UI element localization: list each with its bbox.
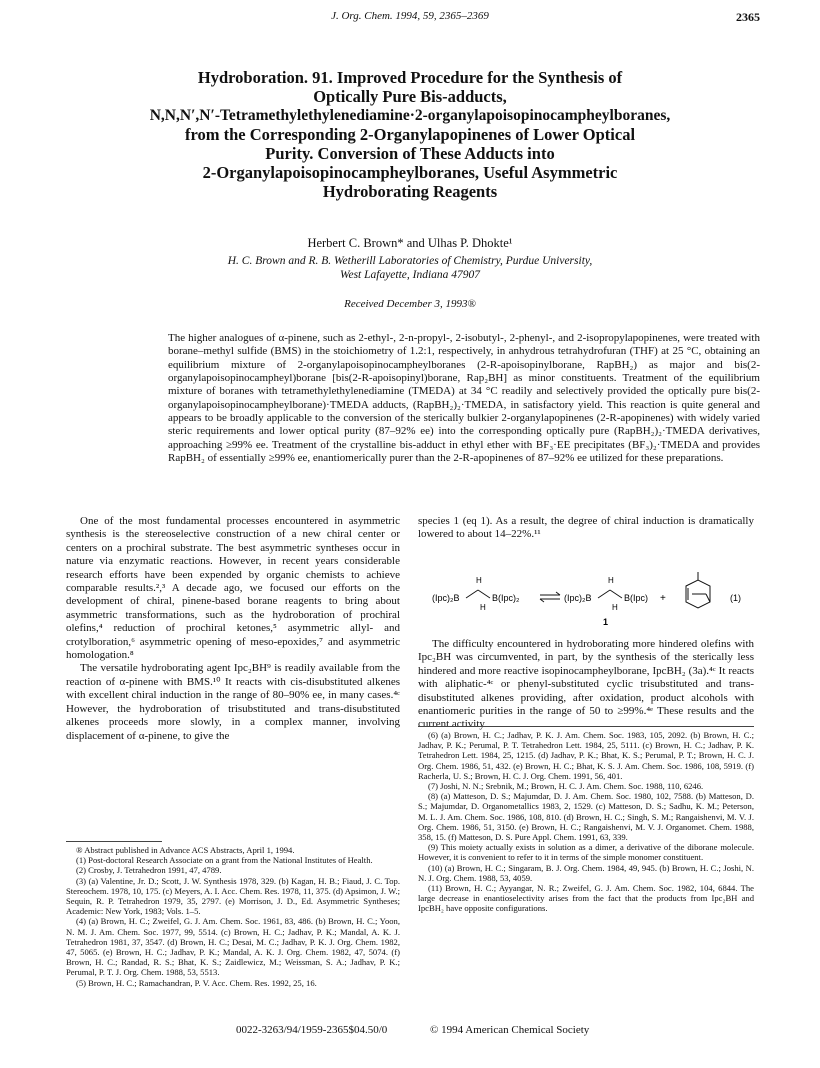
footnote: (1) Post-doctoral Research Associate on a grant from the National Institutes of Health. [76, 855, 373, 866]
title-line: N,N,N′,N′-Tetramethylethylenediamine·2-organylapoisopinocampheylboranes, [149, 107, 671, 124]
affiliation-line: H. C. Brown and R. B. Wetherill Laboratories of Chemistry, Purdue University, [227, 255, 593, 267]
scheme-h-label: H [476, 576, 482, 585]
scheme-h-label: H [612, 603, 618, 612]
received-date: Received December 3, 1993® [344, 298, 476, 310]
title-line: 2-Organylapoisopinocampheylboranes, Useful Asymmetric [202, 163, 618, 182]
title-line: Hydroboration. 91. Improved Procedure for the Synthesis of [197, 68, 623, 87]
scheme-h-label: H [608, 576, 614, 585]
scheme-reactant-left: (Ipc)₂B [432, 593, 460, 603]
affiliation-line: West Lafayette, Indiana 47907 [339, 269, 481, 281]
equation-number: (1) [730, 593, 741, 603]
body-paragraph: The versatile hydroborating agent Ipc₂BH⁹ is readily available from the reaction of α-pinene with BMS.¹⁰ It reacts with cis-disubstituted alkenes with excellent chiral induction in the range of 80–90% ee, in many cases.⁴ᶜ However, the hydroboration of trisubstituted and trans-disubstituted alkenes proceeds more slowly, in a complex manner, involving displacement of α-pinene, to give the [66, 662, 400, 742]
scheme-reactant-right: B(Ipc)₂ [492, 593, 520, 603]
title-line: Hydroborating Reagents [322, 182, 498, 201]
footnote-divider [66, 841, 162, 842]
body-column-right [418, 515, 754, 542]
title-line: Optically Pure Bis-adducts, [313, 87, 507, 106]
scheme-product-right: B(Ipc) [624, 593, 649, 603]
footnote: ® Abstract published in Advance ACS Abstracts, April 1, 1994. [76, 845, 295, 855]
scheme-plus: + [660, 593, 666, 604]
compound-label: 1 [603, 617, 609, 627]
running-head: J. Org. Chem. 1994, 59, 2365–2369 [331, 10, 489, 22]
affiliation [60, 254, 760, 282]
footnote: (6) (a) Brown, H. C.; Jadhav, P. K. J. Am. Chem. Soc. 1983, 105, 2092. (b) Brown, H. C.; Jadhav, P. K.; Perumal, P. T. Tetrahedron Lett. 1984, 25, 5111. (c) Brown, H. C.; Jadhav, P. K. Tetrahedron Lett. 1984, 25, 1215. (d) Jadhav, P. K.; Bhat, K. S.; Perumal, P. T.; Brown, H. C. J. Org. Chem. 1986, 51, 432. (e) Brown, H. C.; Bhat, K. S. J. Am. Chem. Soc. 1986, 108, 5919. (f) Racherla, U. S.; Brown, H. C. J. Org. Chem. 1991, 56, 401. [418, 730, 754, 781]
scheme-product-left: (Ipc)₂B [564, 593, 592, 603]
alpha-pinene-structure [686, 572, 710, 608]
footnote: (9) This moiety actually exists in solution as a dimer, a derivative of the diborane molecule. However, it is convenient to refer to it in terms of the simple monomer constituent. [418, 842, 754, 863]
body-paragraph: One of the most fundamental processes encountered in asymmetric synthesis is the stereoselective construction of a new chiral center or centers on a prochiral substrate. The best asymmetric syntheses occur in nature via enzymatic reactions. However, in recent years considerable research efforts have been expended by organic chemists to achieve comparable results.²,³ A decade ago, we focused our efforts on the development of chiral, pinene-based borane reagents to bring about asymmetric transformations, such as the hydroboration of prochiral olefins,⁴ reduction of prochiral ketones,⁵ asymmetric allyl- and crotylboration,⁶ asymmetric opening of meso-epoxides,⁷ and asymmetric homologation.⁸ [66, 515, 400, 662]
footnote: (8) (a) Matteson, D. S.; Majumdar, D. J. Am. Chem. Soc. 1980, 102, 7588. (b) Matteson, D. S.; Majumdar, D. Organometallics 1983, 2, 1529. (c) Matteson, D. S.; Sadhu, K. M.; Peterson, M. L. J. Am. Chem. Soc. 1986, 108, 810. (d) Brown, H. C.; Singh, S. M.; Rangaishenvi, M. V. J. Org. Chem. 1986, 51, 3150. (e) Brown, H. C.; Rangaishenvi, M. V. J. Organomet. Chem. 1988, 358, 15. (f) Matteson, D. S. Pure Appl. Chem. 1991, 63, 339. [418, 791, 754, 843]
page-number: 2365 [736, 10, 760, 24]
scheme-h-label: H [480, 603, 486, 612]
footnote: (4) (a) Brown, H. C.; Zweifel, G. J. Am. Chem. Soc. 1961, 83, 486. (b) Brown, H. C.; Yoon, N. M. J. Am. Chem. Soc. 1977, 99, 5514. (c) Brown, H. C.; Jadhav, P. K.; Mandal, A. K. J. Tetrahedron 1981, 37, 3547. (d) Brown, H. C.; Desai, M. C.; Jadhav, P. K. J. Org. Chem. 1982, 47, 5065. (e) Brown, H. C.; Jadhav, P. K.; Mandal, A. K. J. Org. Chem. 1982, 47, 5074. (f) Brown, H. C.; Randad, R. S.; Bhat, K. S.; Zaidlewicz, M.; Weissman, S. A.; Jadhav, P. K.; Perumal, P. T. J. Org. Chem. 1988, 53, 5513. [66, 916, 400, 978]
reaction-scheme [430, 568, 756, 628]
author-list: Herbert C. Brown* and Ulhas P. Dhokte¹ [307, 236, 513, 250]
footnotes-right [418, 730, 754, 914]
footnote-divider [418, 726, 754, 727]
body-column-left [66, 515, 400, 743]
title-line: from the Corresponding 2-Organylapopinenes of Lower Optical [184, 125, 636, 144]
footnote: (2) Crosby, J. Tetrahedron 1991, 47, 4789. [76, 865, 222, 876]
footnote: (3) (a) Valentine, Jr. D.; Scott, J. W. Synthesis 1978, 329. (b) Kagan, H. B.; Fiaud, J. C. Top. Stereochem. 1978, 10, 175. (c) Meyers, A. I. Acc. Chem. Res. 1978, 11, 375. (d) Apsimon, J. W.; Sequin, R. P. Tetrahedron 1979, 35, 2797. (e) Morrison, J. D., Ed. Asymmetric Syntheses; Academic: New York, 1983; Vols. 1–5. [66, 875, 400, 917]
title-line: Purity. Conversion of These Adducts into [265, 144, 555, 163]
article-title [100, 68, 720, 201]
issn-code: 0022-3263/94/1959-2365$04.50/0 [236, 1024, 388, 1036]
footnote: (5) Brown, H. C.; Ramachandran, P. V. Acc. Chem. Res. 1992, 25, 16. [76, 977, 317, 988]
abstract: The higher analogues of α-pinene, such as 2-ethyl-, 2-n-propyl-, 2-isobutyl-, 2-phenyl-, and 2-isopropylapopinenes, were treated with borane–methyl sulfide (BMS) in the stoichiometry of 1.2:1, respectively, in anhydrous tetrahydrofuran (THF) at 25 °C, obtaining an equilibrium mixture of 2-organylapoisopinocampheylboranes (2-R-apoisopinylborane, RapBH₂) as major and bis(2-organylapoisopinocampheyl)borane [bis(2-R-apoisopinyl)borane, Rap₂BH] as minor constituents. Treatment of the equilibrium mixture of boranes with tetramethylethylenediamine (TMEDA) at 34 °C readily and selectively provided the optically pure bis(2-organylapoisopinocampheylborane)·TMEDA adducts, (RapBH₂)₂·TMEDA, in satisfactory yield. This reaction is quite general and appears to be broadly applicable to the conversion of the sterically bulkier 2-organylapopinenes (2-R-apopinenes) with widely varied steric requirements and lower optical purity (87–92% ee) into the corresponding optically pure (RapBH₂)₂·TMEDA derivatives, approaching ≥99% ee. Treatment of the crystalline bis-adduct in ethyl ether with BF₃·EE precipitates (BF₃)₂·TMEDA and provides RapBH₂ of essentially ≥99% ee, enantiomerically purer than the 2-R-apopinenes of 87–92% ee utilized for these preparations. [168, 332, 760, 465]
footnotes-left [66, 845, 400, 988]
body-paragraph: The difficulty encountered in hydroborating more hindered olefins with Ipc₂BH was circumvented, in part, by the synthesis of the sterically less hindered and more reactive isopinocampheylborane, IpcBH₂ (3a).⁴ᶜ It reacts with aliphatic-⁴ᶜ or phenyl-substituted cyclic trisubstituted and trans-disubstituted alkenes providing, after oxidation, product alcohols with enantiomeric purities in the range of 50 to ≥99%.⁴ᵉ These results and the current activity [418, 638, 754, 731]
body-column-right-continued [418, 638, 754, 732]
footnote: (7) Joshi, N. N.; Srebnik, M.; Brown, H. C. J. Am. Chem. Soc. 1988, 110, 6246. [428, 781, 704, 792]
footnote: (10) (a) Brown, H. C.; Singaram, B. J. Org. Chem. 1984, 49, 945. (b) Brown, H. C.; Joshi, N. N. J. Org. Chem. 1988, 53, 4059. [418, 862, 754, 883]
footnote: (11) Brown, H. C.; Ayyangar, N. R.; Zweifel, G. J. Am. Chem. Soc. 1982, 104, 6844. The large decrease in enantioselectivity arises from the fact that the products from Ipc₂BH and IpcBH₂ have opposite configurations. [418, 883, 754, 914]
copyright-notice: © 1994 American Chemical Society [430, 1024, 590, 1036]
body-paragraph: species 1 (eq 1). As a result, the degree of chiral induction is dramatically lowered to about 14–22%.¹¹ [418, 515, 754, 541]
